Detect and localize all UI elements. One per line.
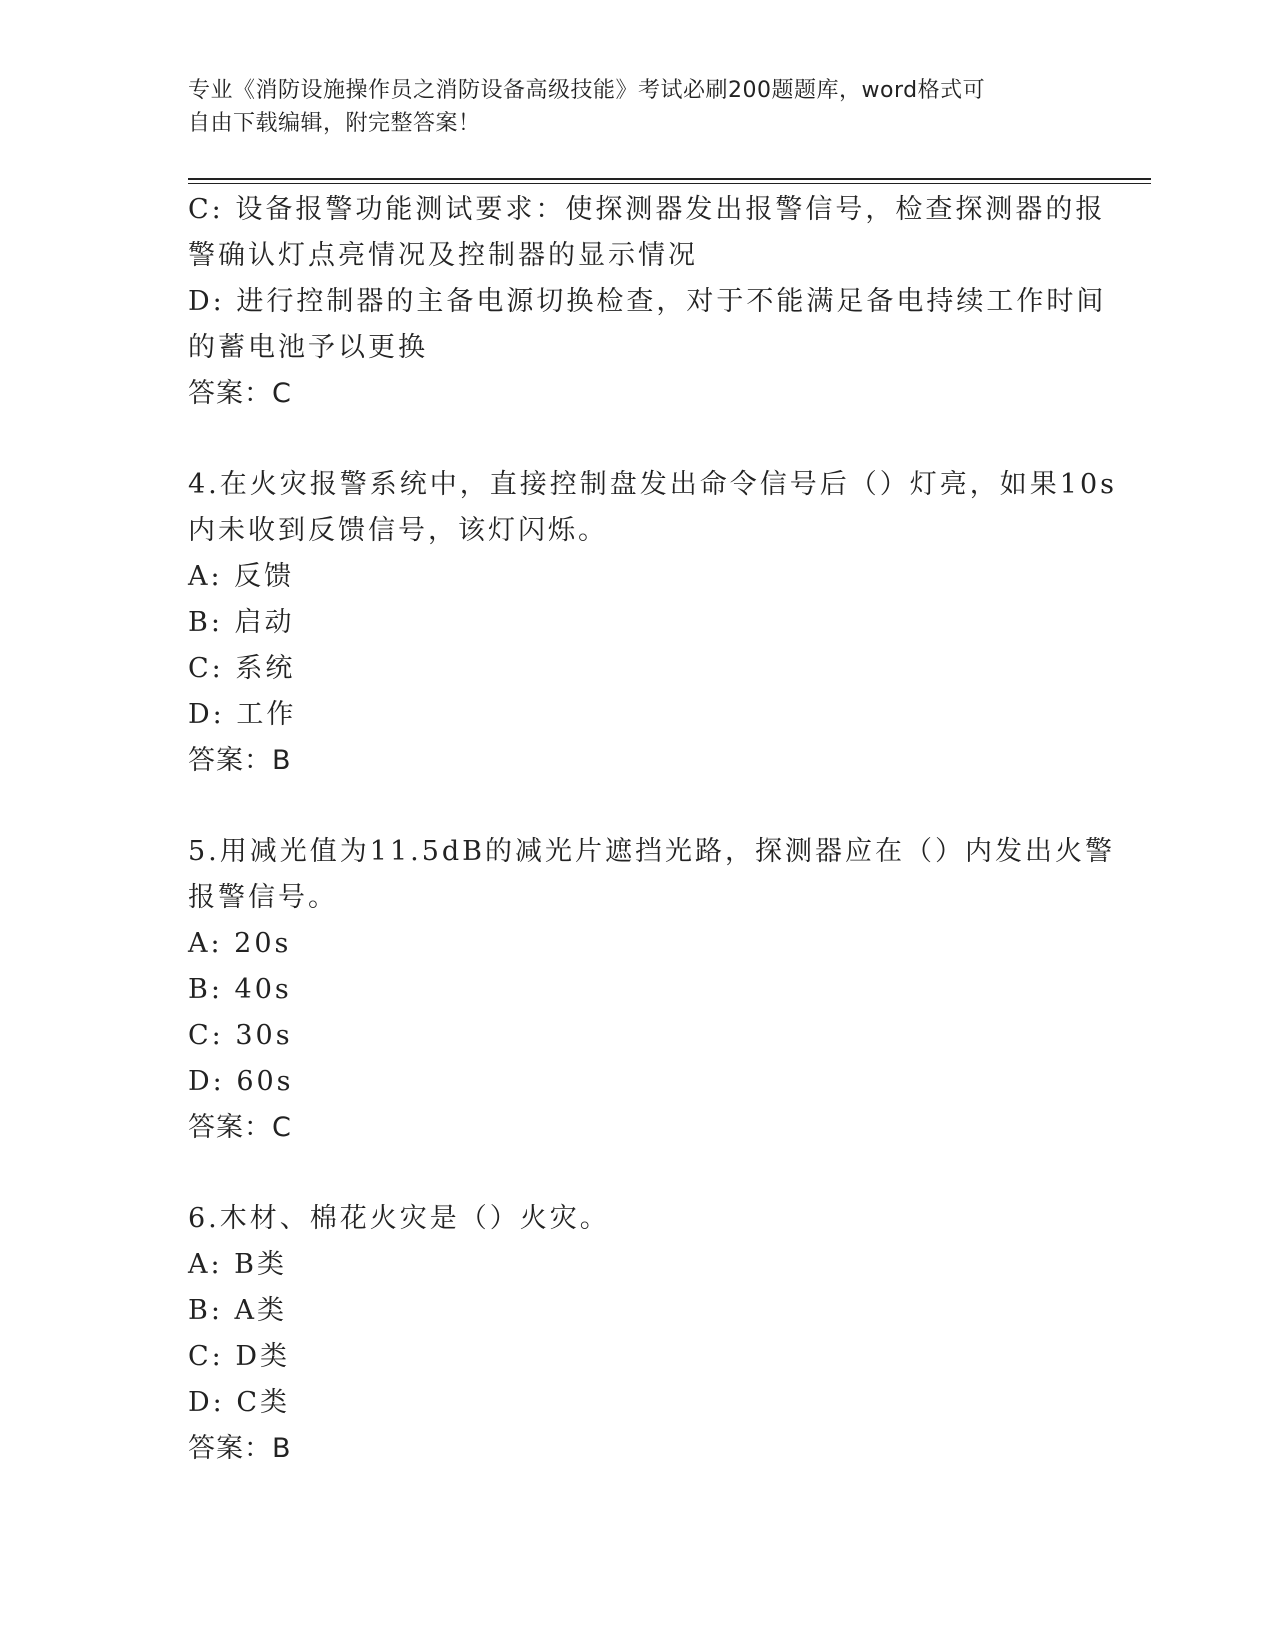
option-c: C: 30s [188, 1020, 293, 1051]
answer-label: 答案：C [188, 1112, 292, 1143]
option-c: C: 系统 [188, 653, 296, 684]
option-d-line-2: 的蓄电池予以更换 [188, 332, 428, 363]
document-header [188, 74, 1088, 140]
question-stem-line-1: 5.用减光值为11.5dB的减光片遮挡光路，探测器应在（）内发出火警 [188, 836, 1116, 867]
question-content [188, 187, 1117, 1472]
answer-label: 答案：B [188, 745, 292, 776]
option-c-line-2: 警确认灯点亮情况及控制器的显示情况 [188, 240, 698, 271]
option-c-line-1: C: 设备报警功能测试要求：使探测器发出报警信号，检查探测器的报 [188, 194, 1106, 225]
option-d-line-1: D: 进行控制器的主备电源切换检查，对于不能满足备电持续工作时间 [188, 286, 1107, 317]
question-4 [188, 462, 1117, 784]
spacer [188, 1151, 1088, 1196]
option-d: D: 工作 [188, 699, 297, 730]
option-a: A: B类 [188, 1249, 288, 1280]
answer-label: 答案：C [188, 378, 292, 409]
spacer [188, 417, 1088, 462]
header-divider-thick [188, 178, 1151, 180]
question-5 [188, 829, 1116, 1151]
option-d: D: C类 [188, 1387, 290, 1418]
header-line-1: 专业《消防设施操作员之消防设备高级技能》考试必刷200题题库，word格式可 [188, 78, 986, 103]
header-divider-thin [188, 183, 1151, 184]
option-a: A: 反馈 [188, 561, 295, 592]
option-b: B: 40s [188, 974, 292, 1005]
option-c: C: D类 [188, 1341, 290, 1372]
option-b: B: 启动 [188, 607, 295, 638]
question-stem-line-2: 内未收到反馈信号，该灯闪烁。 [188, 515, 608, 546]
question-stem-line-1: 6.木材、棉花火灾是（）火灾。 [188, 1203, 610, 1234]
answer-label: 答案：B [188, 1433, 292, 1464]
question-stem-line-2: 报警信号。 [188, 882, 338, 913]
prev-question [188, 187, 1107, 417]
option-d: D: 60s [188, 1066, 294, 1097]
spacer [188, 784, 1088, 829]
question-6 [188, 1196, 1088, 1472]
option-a: A: 20s [188, 928, 292, 959]
option-b: B: A类 [188, 1295, 288, 1326]
question-stem-line-1: 4.在火灾报警系统中，直接控制盘发出命令信号后（）灯亮，如果10s [188, 469, 1117, 500]
header-line-2: 自由下载编辑，附完整答案！ [188, 111, 481, 136]
